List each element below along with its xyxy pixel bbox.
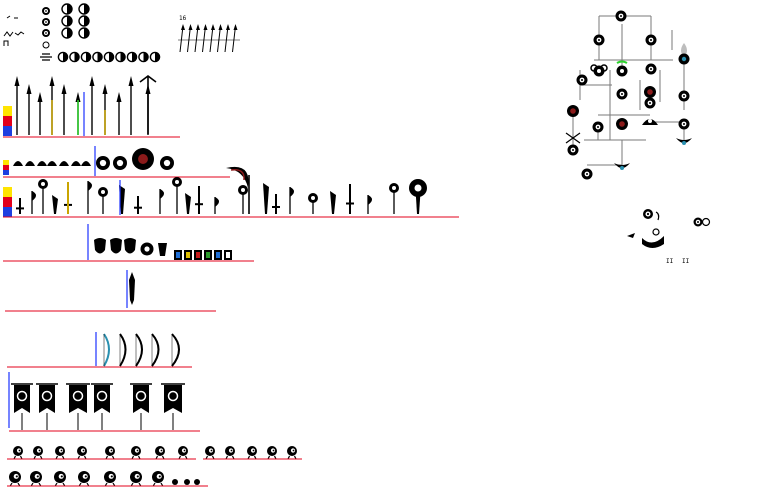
arrow-head xyxy=(226,24,230,30)
color-swatch xyxy=(3,187,12,197)
shield-sprite xyxy=(94,238,106,254)
walker-sprite xyxy=(287,446,297,459)
color-swatch xyxy=(3,165,9,170)
blade-sprite xyxy=(330,191,336,214)
arrow-head xyxy=(219,24,223,30)
orb-half-sprite xyxy=(62,28,72,38)
blade-sprite xyxy=(185,193,191,214)
creature-beak xyxy=(627,233,635,238)
color-swatch xyxy=(3,160,9,165)
banner-cloth xyxy=(133,385,149,413)
color-swatch xyxy=(3,197,12,207)
token-gem xyxy=(186,252,190,258)
orb-row-sprite xyxy=(116,52,125,61)
orb-sprite xyxy=(42,29,50,37)
walker-sprite xyxy=(152,471,164,486)
head-sprite xyxy=(81,161,91,166)
walker-sprite xyxy=(155,446,165,459)
head-sprite xyxy=(59,161,69,166)
walker-sprite xyxy=(77,446,87,459)
walker-sprite xyxy=(225,446,235,459)
bow-sprite xyxy=(172,334,179,366)
spear-head xyxy=(103,84,108,94)
row-blade xyxy=(5,270,216,311)
row-banners xyxy=(9,372,200,431)
tick-right-label: II xyxy=(682,258,690,265)
orb-half-sprite xyxy=(62,4,72,14)
banner-cloth xyxy=(14,385,30,413)
small-mark xyxy=(7,16,18,18)
walker-sprite xyxy=(55,446,65,459)
banner-cloth xyxy=(164,385,182,413)
blade-sprite xyxy=(52,195,58,214)
stack-glyph xyxy=(40,54,52,60)
orb-row-sprite xyxy=(58,52,67,61)
axe-head xyxy=(215,197,219,207)
walker-sprite xyxy=(105,446,115,459)
row-spears xyxy=(3,76,180,137)
skill-tree xyxy=(566,11,692,180)
token-gem xyxy=(216,252,220,258)
orb-row-sprite xyxy=(139,52,148,61)
spear-head xyxy=(90,76,95,86)
walker-sprite xyxy=(9,471,21,486)
walker-sprite xyxy=(78,471,90,486)
color-swatch xyxy=(3,106,12,116)
axe-head xyxy=(88,181,92,191)
orb-row-sprite xyxy=(70,52,79,61)
orb-row-sprite xyxy=(150,52,159,61)
arrow-count-label: 16 xyxy=(179,15,187,22)
token-gem xyxy=(196,252,200,258)
spear-head xyxy=(62,84,67,94)
walker-sprite xyxy=(13,446,23,459)
swatches-heads xyxy=(3,160,9,175)
row-heads xyxy=(3,146,230,177)
pebble-sprite xyxy=(184,479,190,485)
bow-sprite xyxy=(104,334,109,366)
head-sprite xyxy=(47,161,57,166)
walker-sprite xyxy=(205,446,215,459)
pebble-sprite xyxy=(172,479,178,485)
creature-fragments xyxy=(627,209,710,248)
swatches-spears xyxy=(3,106,12,136)
orb-half-sprite xyxy=(79,4,89,14)
orb-half-sprite xyxy=(79,28,89,38)
shield-sprite xyxy=(124,238,136,254)
axe-head xyxy=(160,189,164,199)
orb-row-sprite xyxy=(81,52,90,61)
orb-grid xyxy=(40,4,160,62)
creature-body xyxy=(642,236,664,248)
token-gem xyxy=(176,252,180,258)
row-weapons xyxy=(3,167,459,217)
wave-mark xyxy=(4,32,24,36)
gate-mark xyxy=(4,41,8,46)
axe-head xyxy=(32,191,36,201)
row-shields xyxy=(3,224,254,261)
axe-head xyxy=(368,195,372,205)
walker-sprite xyxy=(267,446,277,459)
axe-head xyxy=(290,187,294,197)
spear-head xyxy=(50,76,55,86)
orb-outline xyxy=(43,42,49,48)
orb-sprite xyxy=(42,18,50,26)
spear-head xyxy=(117,92,122,102)
spear-head xyxy=(38,92,43,102)
color-swatch xyxy=(3,207,12,217)
swatches-weapons xyxy=(3,187,12,217)
token-gem xyxy=(206,252,210,258)
spear-head xyxy=(27,84,32,94)
creature-tail xyxy=(656,212,659,220)
color-swatch xyxy=(3,126,12,136)
pebble-sprite xyxy=(194,479,200,485)
creature-eye xyxy=(643,209,653,219)
arrow-head xyxy=(234,24,238,30)
tick-left-label: II xyxy=(666,258,674,265)
row-walkers-b xyxy=(7,471,208,486)
trident xyxy=(140,76,156,134)
kite-shield xyxy=(158,243,167,256)
bow-sprite xyxy=(136,334,142,366)
misc-glyphs xyxy=(4,16,24,46)
walker-sprite xyxy=(104,471,116,486)
orb-row-sprite xyxy=(104,52,113,61)
creature-eye xyxy=(694,218,703,227)
token-gem xyxy=(226,252,230,258)
spear-head xyxy=(15,76,20,86)
bow-sprite xyxy=(152,334,159,366)
creature-eye-ring xyxy=(703,219,710,226)
head-sprite xyxy=(13,161,23,166)
great-blade xyxy=(129,272,135,305)
walker-sprite xyxy=(33,446,43,459)
orb-half-sprite xyxy=(79,16,89,26)
arrow-head xyxy=(189,24,193,30)
arrow-head xyxy=(211,24,215,30)
walker-sprite xyxy=(130,471,142,486)
arrow-head xyxy=(196,24,200,30)
bow-sprite xyxy=(120,334,126,366)
color-swatch xyxy=(3,170,9,175)
walker-sprite xyxy=(247,446,257,459)
color-swatch xyxy=(3,116,12,126)
orb-half-sprite xyxy=(62,16,72,26)
arrow-head xyxy=(204,24,208,30)
orb-sprite xyxy=(42,7,50,15)
banner-cloth xyxy=(69,385,87,413)
row-walkers-a xyxy=(7,446,302,459)
spear-head xyxy=(129,76,134,86)
blade-sprite xyxy=(263,183,269,214)
arrow-head xyxy=(181,24,185,30)
walker-sprite xyxy=(131,446,141,459)
walker-sprite xyxy=(30,471,42,486)
head-sprite xyxy=(25,161,35,166)
head-sprite xyxy=(71,161,81,166)
banner-cloth xyxy=(39,385,55,413)
walker-sprite xyxy=(54,471,66,486)
banner-cloth xyxy=(94,385,110,413)
creature-eye-small xyxy=(653,229,659,235)
row-bows xyxy=(7,332,192,367)
orb-row-sprite xyxy=(127,52,136,61)
shield-sprite xyxy=(110,238,122,254)
orb-row-sprite xyxy=(93,52,102,61)
walker-sprite xyxy=(178,446,188,459)
head-sprite xyxy=(37,161,47,166)
arrow-cluster xyxy=(178,24,240,52)
